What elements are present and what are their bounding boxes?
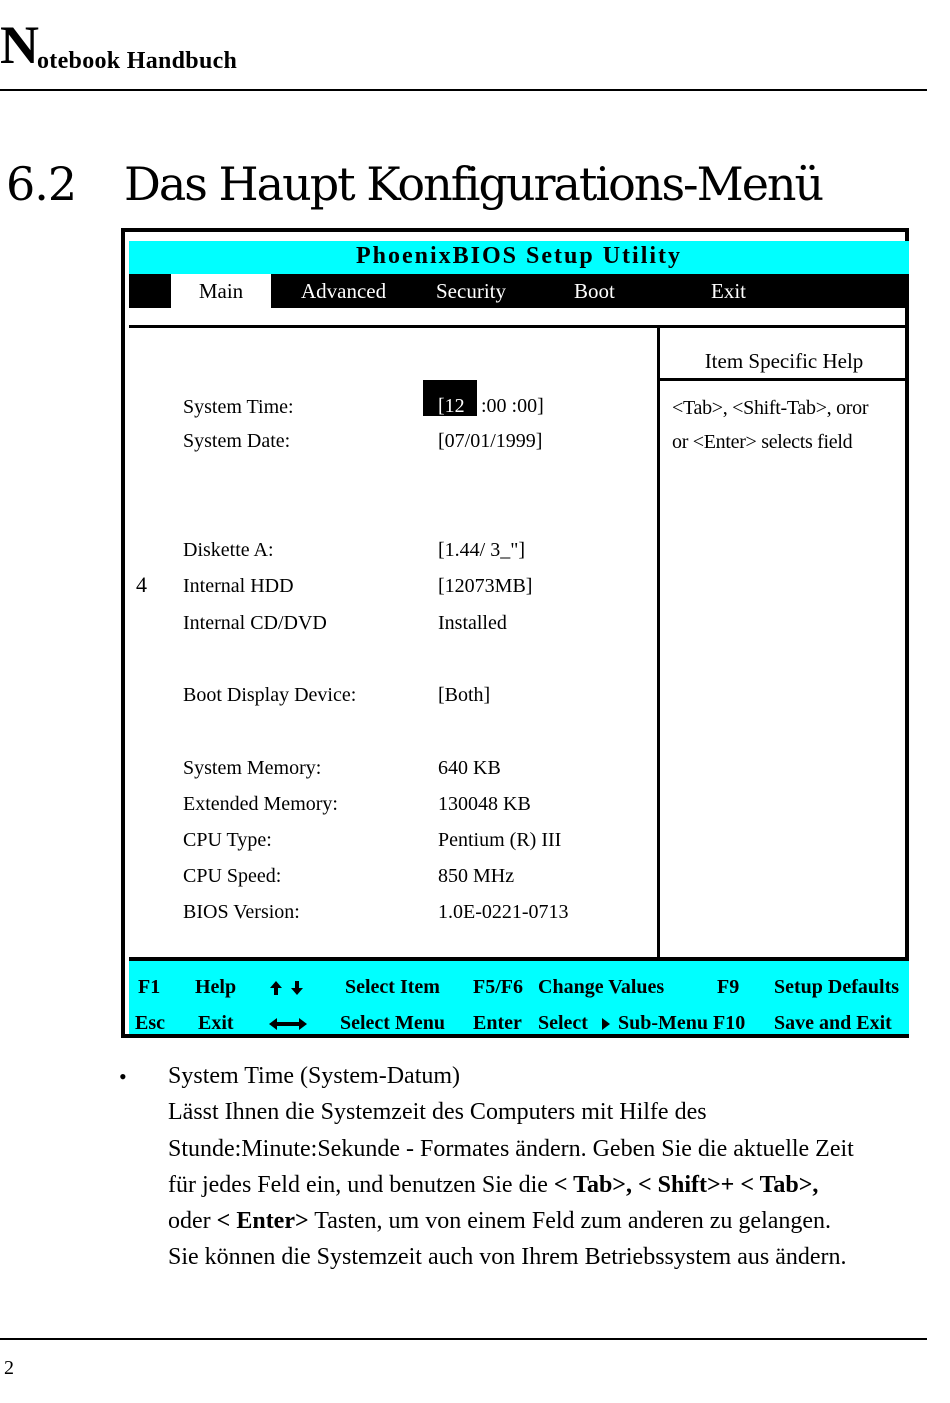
menu-tab-exit[interactable]: Exit [711, 279, 746, 303]
body-key-names: < Tab>, < Shift>+ < Tab>, [553, 1172, 819, 1198]
body-line: Sie können die Systemzeit auch von Ihrem Betriebssystem aus ändern. [168, 1244, 847, 1270]
internal-cd-dvd-label: Internal CD/DVD [183, 612, 327, 634]
menu-tab-security[interactable]: Security [436, 279, 506, 303]
menu-divider [129, 325, 909, 328]
internal-hdd-label[interactable]: Internal HDD [183, 575, 294, 597]
system-memory-label: System Memory: [183, 757, 322, 779]
bios-title: PhoenixBIOS Setup Utility [355, 243, 683, 269]
bullet-icon: • [119, 1064, 127, 1089]
triangle-right-icon [601, 1017, 611, 1031]
body-line [168, 1172, 818, 1199]
key-esc: Esc [135, 1012, 165, 1034]
body-text: für jedes Feld ein, und benutzen Sie die [168, 1172, 554, 1198]
diskette-a-label: Diskette A: [183, 539, 274, 561]
cpu-speed-label: CPU Speed: [183, 865, 282, 887]
key-f1-label: Help [195, 976, 237, 998]
key-f9: F9 [717, 976, 740, 998]
key-f9-label: Setup Defaults [774, 976, 900, 998]
key-f1: F1 [138, 976, 161, 998]
cpu-type-value: Pentium (R) III [438, 829, 562, 851]
bios-menu-bar [129, 274, 909, 308]
header-rule [0, 89, 927, 91]
extended-memory-label: Extended Memory: [183, 793, 338, 815]
footer-rule [0, 1338, 927, 1340]
bios-title-bar [129, 241, 909, 274]
body-line: Stunde:Minute:Sekunde - Formates ändern. Geben Sie die aktuelle Zeit [168, 1136, 854, 1162]
arrow-left-right-icon [268, 1017, 308, 1031]
system-time-min-sec-value[interactable]: :00 :00] [481, 395, 544, 417]
help-text-line: <Tab>, <Shift-Tab>, oror [672, 397, 869, 419]
body-key-name: < Enter> [216, 1208, 309, 1234]
internal-cd-dvd-value: Installed [438, 612, 507, 634]
header-title: otebook Handbuch [37, 48, 238, 74]
help-text-line: or <Enter> selects field [672, 431, 853, 453]
bios-version-label: BIOS Version: [183, 901, 300, 923]
help-panel-title: Item Specific Help [704, 349, 864, 373]
menu-tab-main[interactable]: Main [171, 274, 271, 308]
key-f5-f6: F5/F6 [473, 976, 523, 998]
body-line: Lässt Ihnen die Systemzeit des Computers mit Hilfe des [168, 1099, 707, 1125]
submenu-marker: 4 [136, 572, 147, 597]
boot-display-device-value[interactable]: [Both] [438, 684, 491, 706]
body-text: oder [168, 1208, 217, 1234]
boot-display-device-label: Boot Display Device: [183, 684, 357, 706]
key-enter-submenu-label: Sub-Menu [618, 1012, 709, 1034]
diskette-a-value[interactable]: [1.44/ 3_"] [438, 539, 526, 561]
key-enter: Enter [473, 1012, 522, 1034]
arrow-down-icon [289, 980, 305, 996]
section-number: 6.2 [6, 157, 77, 211]
system-date-label: System Date: [183, 430, 291, 452]
cpu-speed-value: 850 MHz [438, 865, 515, 887]
menu-tab-boot[interactable]: Boot [574, 279, 615, 303]
internal-hdd-value: [12073MB] [438, 575, 533, 597]
system-memory-value: 640 KB [438, 757, 501, 779]
body-heading: System Time (System-Datum) [168, 1063, 461, 1089]
key-f10: F10 [713, 1012, 746, 1034]
help-panel-rule [660, 378, 908, 381]
header-initial-letter: N [0, 15, 39, 75]
body-line [168, 1208, 831, 1235]
page-number: 2 [4, 1357, 14, 1379]
system-time-hour-value[interactable]: [12 [438, 395, 465, 417]
system-time-label: System Time: [183, 396, 294, 418]
key-f10-label: Save and Exit [774, 1012, 892, 1034]
extended-memory-value: 130048 KB [438, 793, 531, 815]
key-left-right-label: Select Menu [340, 1012, 445, 1034]
cpu-type-label: CPU Type: [183, 829, 272, 851]
bios-setup-screen [121, 228, 909, 1038]
key-f5-f6-label: Change Values [538, 976, 665, 998]
system-date-value[interactable]: [07/01/1999] [438, 430, 543, 452]
section-title: Das Haupt Konfigurations-Menü [124, 157, 823, 211]
key-enter-label: Select [538, 1012, 588, 1034]
key-legend-bar [129, 961, 909, 1034]
arrow-up-icon [268, 980, 284, 996]
bios-version-value: 1.0E-0221-0713 [438, 901, 569, 923]
menu-tab-advanced[interactable]: Advanced [301, 279, 387, 303]
body-text: Tasten, um von einem Feld zum anderen zu gelangen. [308, 1208, 832, 1234]
help-panel-divider [657, 328, 660, 960]
key-arrows-label: Select Item [345, 976, 440, 998]
key-esc-label: Exit [198, 1012, 234, 1034]
